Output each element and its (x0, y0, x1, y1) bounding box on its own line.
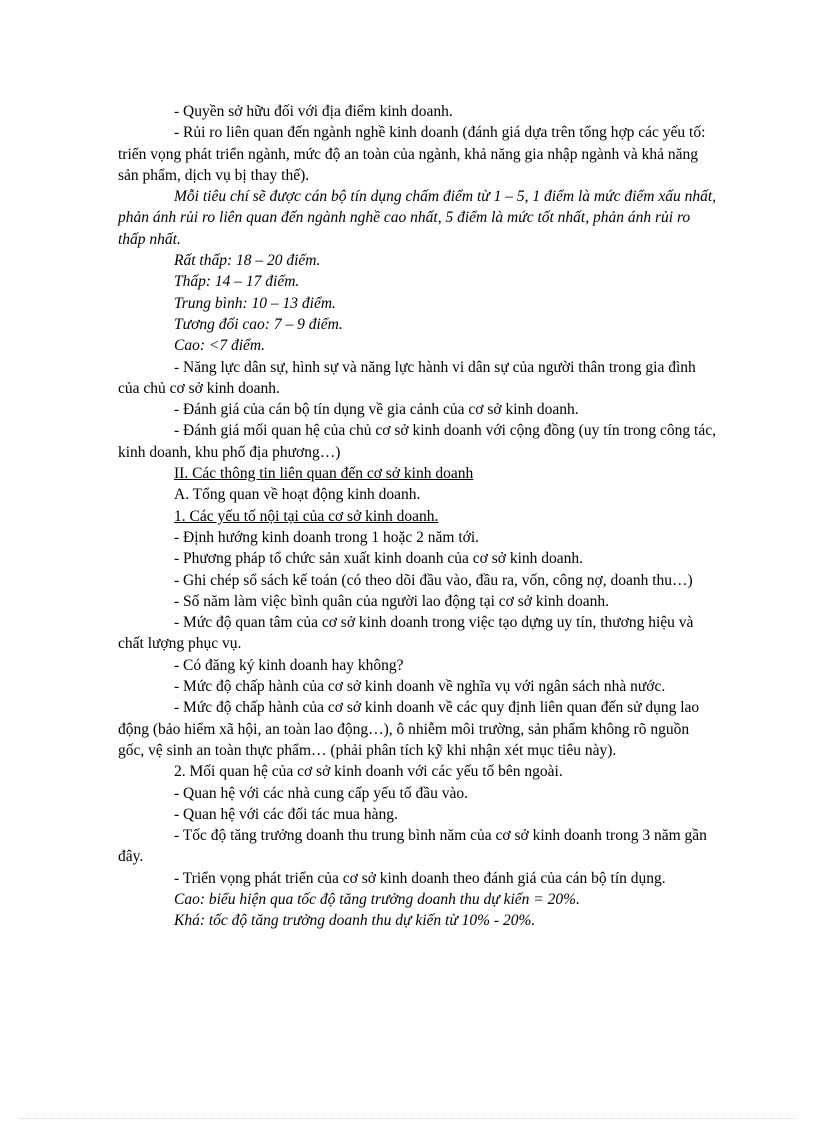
page-bottom-border (20, 1118, 796, 1119)
paragraph: - Quan hệ với các đối tác mua hàng. (174, 805, 398, 823)
paragraph: - Tốc độ tăng trưởng doanh thu trung bình năm của cơ sở kinh doanh trong 3 năm gần đây. (118, 827, 707, 866)
paragraph: - Ghi chép sổ sách kế toán (có theo dõi đầu vào, đầu ra, vốn, công nợ, doanh thu…) (174, 571, 693, 589)
paragraph: A. Tổng quan về hoạt động kinh doanh. (174, 486, 421, 504)
paragraph: Rất thấp: 18 – 20 điểm. (174, 252, 321, 270)
paragraph: - Đánh giá mối quan hệ của chủ cơ sở kinh doanh với cộng đồng (uy tín trong công tác, kinh doanh, khu phố địa phương…) (118, 422, 716, 461)
paragraph: - Rủi ro liên quan đến ngành nghề kinh doanh (đánh giá dựa trên tổng hợp các yếu tố: triển vọng phát triển ngành, mức độ an toàn của ngành, khả năng gia nhập ngành và khả năng sản phẩm, dịch vụ bị thay thế). (118, 124, 706, 184)
paragraph: - Mức độ chấp hành của cơ sở kinh doanh về nghĩa vụ với ngân sách nhà nước. (174, 678, 666, 696)
paragraph: - Phương pháp tổ chức sản xuất kinh doanh của cơ sở kinh doanh. (174, 550, 584, 568)
paragraph: - Quan hệ với các nhà cung cấp yếu tố đầu vào. (174, 784, 468, 802)
paragraph: - Có đăng ký kinh doanh hay không? (174, 656, 404, 674)
paragraph: - Triển vọng phát triển của cơ sở kinh doanh theo đánh giá của cán bộ tín dụng. (174, 869, 666, 887)
paragraph: - Số năm làm việc bình quân của người lao động tại cơ sở kinh doanh. (174, 592, 610, 610)
paragraph: Cao: <7 điểm. (174, 337, 265, 355)
document-body (118, 101, 718, 932)
paragraph: - Mức độ chấp hành của cơ sở kinh doanh về các quy định liên quan đến sử dụng lao động (bảo hiểm xã hội, an toàn lao động…), ô nhiễm môi trường, sản phẩm không rõ nguồn gốc, vệ sinh an toàn thực phẩm… (phải phân tích kỹ khi nhận xét mục tiêu này). (118, 699, 700, 759)
paragraph: - Mức độ quan tâm của cơ sở kinh doanh trong việc tạo dựng uy tín, thương hiệu và chất lượng phục vụ. (118, 614, 694, 653)
paragraph: - Năng lực dân sự, hình sự và năng lực hành vi dân sự của người thân trong gia đình của chủ cơ sở kinh doanh. (118, 358, 696, 397)
paragraph: Khá: tốc độ tăng trưởng doanh thu dự kiến từ 10% - 20%. (174, 912, 536, 930)
paragraph: - Định hướng kinh doanh trong 1 hoặc 2 năm tới. (174, 528, 480, 546)
paragraph: II. Các thông tin liên quan đến cơ sở kinh doanh (174, 465, 474, 483)
paragraph: Mỗi tiêu chí sẽ được cán bộ tín dụng chấm điểm từ 1 – 5, 1 điểm là mức điểm xấu nhất, phản ánh rủi ro liên quan đến ngành nghề cao nhất, 5 điểm là mức tốt nhất, phản ánh rủi ro thấp nhất. (118, 188, 717, 248)
paragraph: Cao: biểu hiện qua tốc độ tăng trưởng doanh thu dự kiến = 20%. (174, 890, 580, 908)
paragraph: - Quyền sở hữu đối với địa điểm kinh doanh. (174, 103, 453, 120)
paragraph: 2. Mối quan hệ của cơ sở kinh doanh với các yếu tố bên ngoài. (174, 763, 563, 781)
paragraph: - Đánh giá của cán bộ tín dụng về gia cảnh của cơ sở kinh doanh. (174, 401, 579, 419)
paragraph: 1. Các yếu tố nội tại của cơ sở kinh doanh. (174, 507, 439, 525)
paragraph: Thấp: 14 – 17 điểm. (174, 273, 300, 291)
paragraph: Trung bình: 10 – 13 điểm. (174, 294, 336, 312)
paragraph: Tương đối cao: 7 – 9 điểm. (174, 315, 343, 333)
